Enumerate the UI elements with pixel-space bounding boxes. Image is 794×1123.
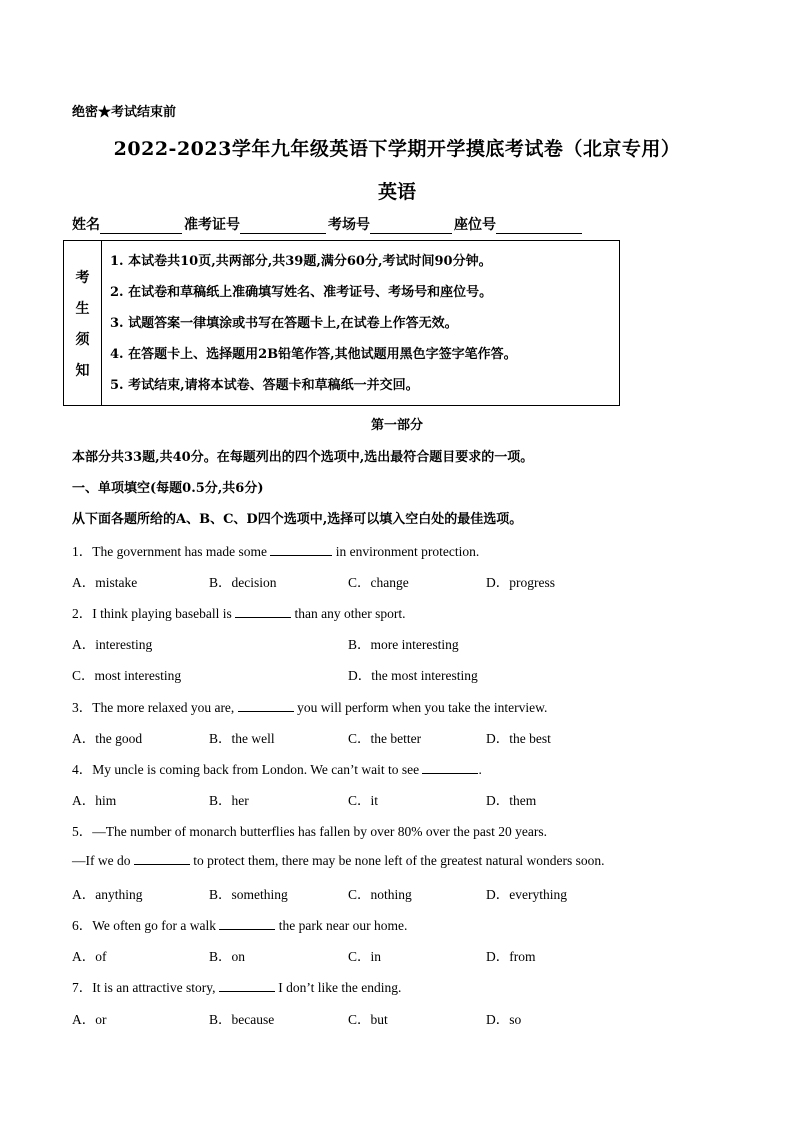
question-text: My uncle is coming back from London. We can’t wait to see — [92, 762, 423, 777]
seat-number-label: 座位号 — [454, 217, 496, 233]
notice-side-char: 须 — [75, 331, 90, 348]
answer-blank[interactable] — [422, 761, 478, 774]
option-d[interactable]: D．everything — [486, 887, 567, 902]
question-text: you will perform when you take the interview. — [293, 700, 548, 715]
option-c[interactable]: C．in — [348, 949, 382, 964]
exam-room-blank — [370, 217, 452, 234]
option-c[interactable]: C．the better — [348, 731, 422, 746]
question-text: The government has made some — [92, 544, 271, 559]
question-number: 2． — [72, 606, 93, 621]
question-2-options-row1 — [72, 633, 712, 651]
question-3-options — [72, 727, 712, 745]
question-text: I don’t like the ending. — [274, 980, 402, 995]
subject-title: 英语 — [377, 181, 416, 203]
option-a[interactable]: A．interesting — [72, 637, 153, 652]
option-a[interactable]: A．mistake — [72, 575, 138, 590]
option-a[interactable]: A．him — [72, 793, 117, 808]
question-text: to protect them, there may be none left of the greatest natural wonders soon. — [189, 853, 605, 868]
question-text: . — [478, 762, 482, 777]
option-b[interactable]: B．decision — [209, 575, 277, 590]
question-7-options — [72, 1008, 712, 1026]
question-text: than any other sport. — [291, 606, 406, 621]
question-3 — [72, 696, 547, 716]
question-5-options — [72, 883, 712, 901]
exam-number-label: 准考证号 — [184, 217, 240, 233]
option-c[interactable]: C．most interesting — [72, 668, 182, 683]
option-c[interactable]: C．nothing — [348, 887, 412, 902]
answer-blank[interactable] — [270, 543, 332, 556]
question-text: —The number of monarch butterflies has fallen by over 80% over the past 20 years. — [92, 824, 547, 839]
option-a[interactable]: A．or — [72, 1012, 107, 1027]
option-a[interactable]: A．of — [72, 949, 107, 964]
answer-blank[interactable] — [219, 979, 275, 992]
option-c[interactable]: C．but — [348, 1012, 388, 1027]
name-label: 姓名 — [72, 217, 100, 233]
answer-blank[interactable] — [134, 852, 190, 865]
notice-side-label — [64, 241, 102, 405]
name-blank — [100, 217, 182, 234]
notice-item: 1. 本试卷共10页,共两部分,共39题,满分60分,考试时间90分钟。 — [110, 254, 492, 269]
notice-list — [102, 241, 619, 405]
option-b[interactable]: B．because — [209, 1012, 275, 1027]
option-c[interactable]: C．change — [348, 575, 409, 590]
confidential-label: 绝密★考试结束前 — [72, 105, 177, 120]
option-d[interactable]: D．the best — [486, 731, 551, 746]
option-a[interactable]: A．the good — [72, 731, 143, 746]
option-d[interactable]: D．progress — [486, 575, 555, 590]
exam-number-blank — [240, 217, 326, 234]
question-1-options — [72, 571, 712, 589]
question-number: 7． — [72, 980, 93, 995]
question-text: We often go for a walk — [92, 918, 220, 933]
question-text: the park near our home. — [275, 918, 408, 933]
question-number: 4． — [72, 762, 93, 777]
notice-item: 4. 在答题卡上、选择题用2B铅笔作答,其他试题用黑色字签字笔作答。 — [110, 347, 517, 362]
question-4 — [72, 758, 482, 778]
question-number: 6． — [72, 918, 93, 933]
option-b[interactable]: B．her — [209, 793, 249, 808]
answer-blank[interactable] — [219, 917, 275, 930]
question-4-options — [72, 789, 712, 807]
part-title: 第一部分 — [370, 418, 423, 433]
candidate-info-row — [72, 214, 584, 234]
question-number: 5． — [72, 824, 93, 839]
question-text: —If we do — [72, 853, 134, 868]
option-b[interactable]: B．the well — [209, 731, 275, 746]
option-d[interactable]: D．them — [486, 793, 537, 808]
section-title: 一、单项填空(每题0.5分,共6分) — [72, 481, 264, 496]
part-intro: 本部分共33题,共40分。在每题列出的四个选项中,选出最符合题目要求的一项。 — [72, 450, 534, 465]
question-number: 1． — [72, 544, 93, 559]
question-text: I think playing baseball is — [92, 606, 236, 621]
question-6 — [72, 914, 407, 934]
question-5-line2 — [72, 852, 604, 869]
option-d[interactable]: D．from — [486, 949, 536, 964]
notice-item: 3. 试题答案一律填涂或书写在答题卡上,在试卷上作答无效。 — [110, 316, 458, 331]
notice-side-char: 知 — [75, 362, 90, 379]
answer-blank[interactable] — [238, 699, 294, 712]
option-b[interactable]: B．something — [209, 887, 288, 902]
notice-side-char: 考 — [75, 269, 90, 286]
question-5 — [72, 820, 547, 840]
exam-title: 2022-2023学年九年级英语下学期开学摸底考试卷（北京专用） — [113, 138, 681, 160]
option-b[interactable]: B．more interesting — [348, 637, 459, 652]
question-text: The more relaxed you are, — [92, 700, 238, 715]
question-text: It is an attractive story, — [92, 980, 219, 995]
option-a[interactable]: A．anything — [72, 887, 143, 902]
option-c[interactable]: C．it — [348, 793, 379, 808]
seat-number-blank — [496, 217, 582, 234]
question-number: 3． — [72, 700, 93, 715]
question-1 — [72, 540, 479, 560]
option-d[interactable]: D．so — [486, 1012, 522, 1027]
notice-item: 2. 在试卷和草稿纸上准确填写姓名、准考证号、考场号和座位号。 — [110, 285, 493, 300]
question-2 — [72, 602, 405, 622]
question-6-options — [72, 945, 712, 963]
candidate-notice-box — [63, 240, 620, 406]
question-text: in environment protection. — [332, 544, 480, 559]
notice-item: 5. 考试结束,请将本试卷、答题卡和草稿纸一并交回。 — [110, 378, 419, 393]
notice-side-char: 生 — [75, 300, 90, 317]
exam-room-label: 考场号 — [328, 217, 370, 233]
question-2-options-row2 — [72, 664, 712, 682]
option-d[interactable]: D．the most interesting — [348, 668, 478, 683]
question-7 — [72, 976, 401, 996]
option-b[interactable]: B．on — [209, 949, 246, 964]
section-instructions: 从下面各题所给的A、B、C、D四个选项中,选择可以填入空白处的最佳选项。 — [72, 512, 523, 527]
answer-blank[interactable] — [235, 605, 291, 618]
